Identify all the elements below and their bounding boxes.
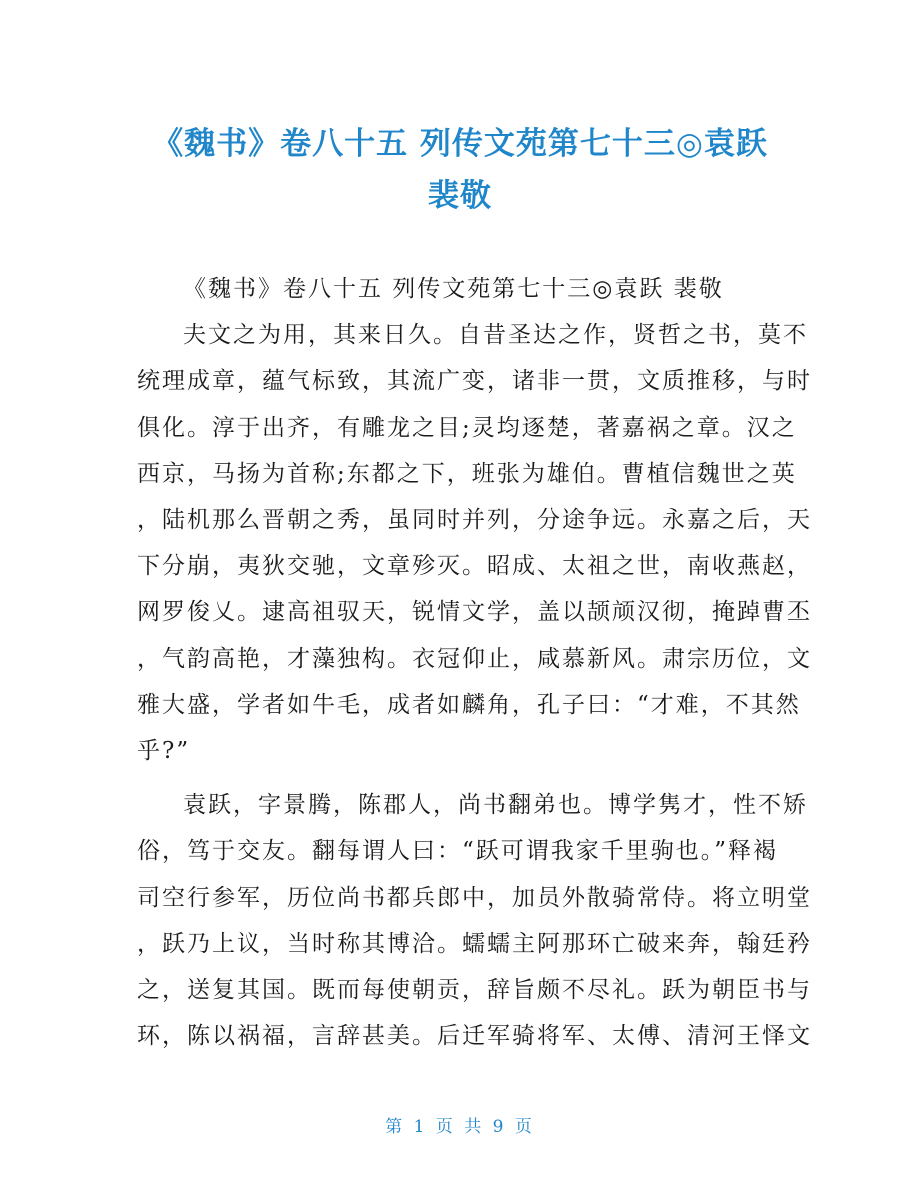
document-body [137, 266, 812, 1059]
text-line: 下分崩，夷狄交驰，文章殄灭。昭成、太祖之世，南收燕赵， [137, 553, 812, 580]
text-line: 司空行参军，历位尚书都兵郎中，加员外散骑常侍。将立明堂 [137, 884, 812, 911]
text-line: 西京，马扬为首称;东都之下，班张为雄伯。曹植信魏世之英 [137, 460, 797, 487]
text-line: 《魏书》卷八十五 列传文苑第七十三◎袁跃 裴敬 [183, 276, 724, 302]
text-line: 之，送复其国。既而每使朝贡，辞旨颇不尽礼。跃为朝臣书与 [137, 977, 812, 1004]
paragraph [137, 782, 812, 1059]
paragraph [137, 266, 787, 312]
document-title [120, 118, 800, 222]
text-line: 俗，笃于交友。翻每谓人曰：“跃可谓我家千里驹也。”释褐 [137, 838, 779, 865]
text-line: 俱化。淳于出齐，有雕龙之目;灵均逐楚，著嘉祸之章。汉之 [137, 414, 797, 441]
text-line: ，跃乃上议，当时称其博洽。蠕蠕主阿那环亡破来奔，翰廷矜 [137, 930, 812, 957]
text-line: ，陆机那么晋朝之秀，虽同时并列，分途争远。永嘉之后，天 [137, 507, 812, 534]
text-line: 环，陈以祸福，言辞甚美。后迁军骑将军、太傅、清河王怿文 [137, 1023, 812, 1050]
page-footer: 第 1 页 共 9 页 [385, 1117, 535, 1137]
text-line: 网罗俊乂。逮高祖驭天，锐情文学，盖以颉颃汉彻，掩踔曹丕 [137, 599, 812, 626]
text-line: 乎?” [137, 738, 191, 765]
text-line: 袁跃，字景腾，陈郡人，尚书翻弟也。博学隽才，性不矫 [183, 792, 808, 819]
paragraph [137, 312, 812, 774]
title-line: 《魏书》卷八十五 列传文苑第七十三◎袁跃 [152, 126, 768, 162]
text-line: 雅大盛，学者如牛毛，成者如麟角，孔子曰：“才难，不其然 [137, 691, 801, 718]
text-line: 统理成章，蕴气标致，其流广变，诸非一贯，文质推移，与时 [137, 368, 812, 395]
text-line: 夫文之为用，其来日久。自昔圣达之作，贤哲之书，莫不 [183, 322, 808, 349]
title-line: 裴敬 [428, 178, 492, 214]
text-line: ，气韵高艳，才藻独构。衣冠仰止，咸慕新风。肃宗历位，文 [137, 645, 812, 672]
